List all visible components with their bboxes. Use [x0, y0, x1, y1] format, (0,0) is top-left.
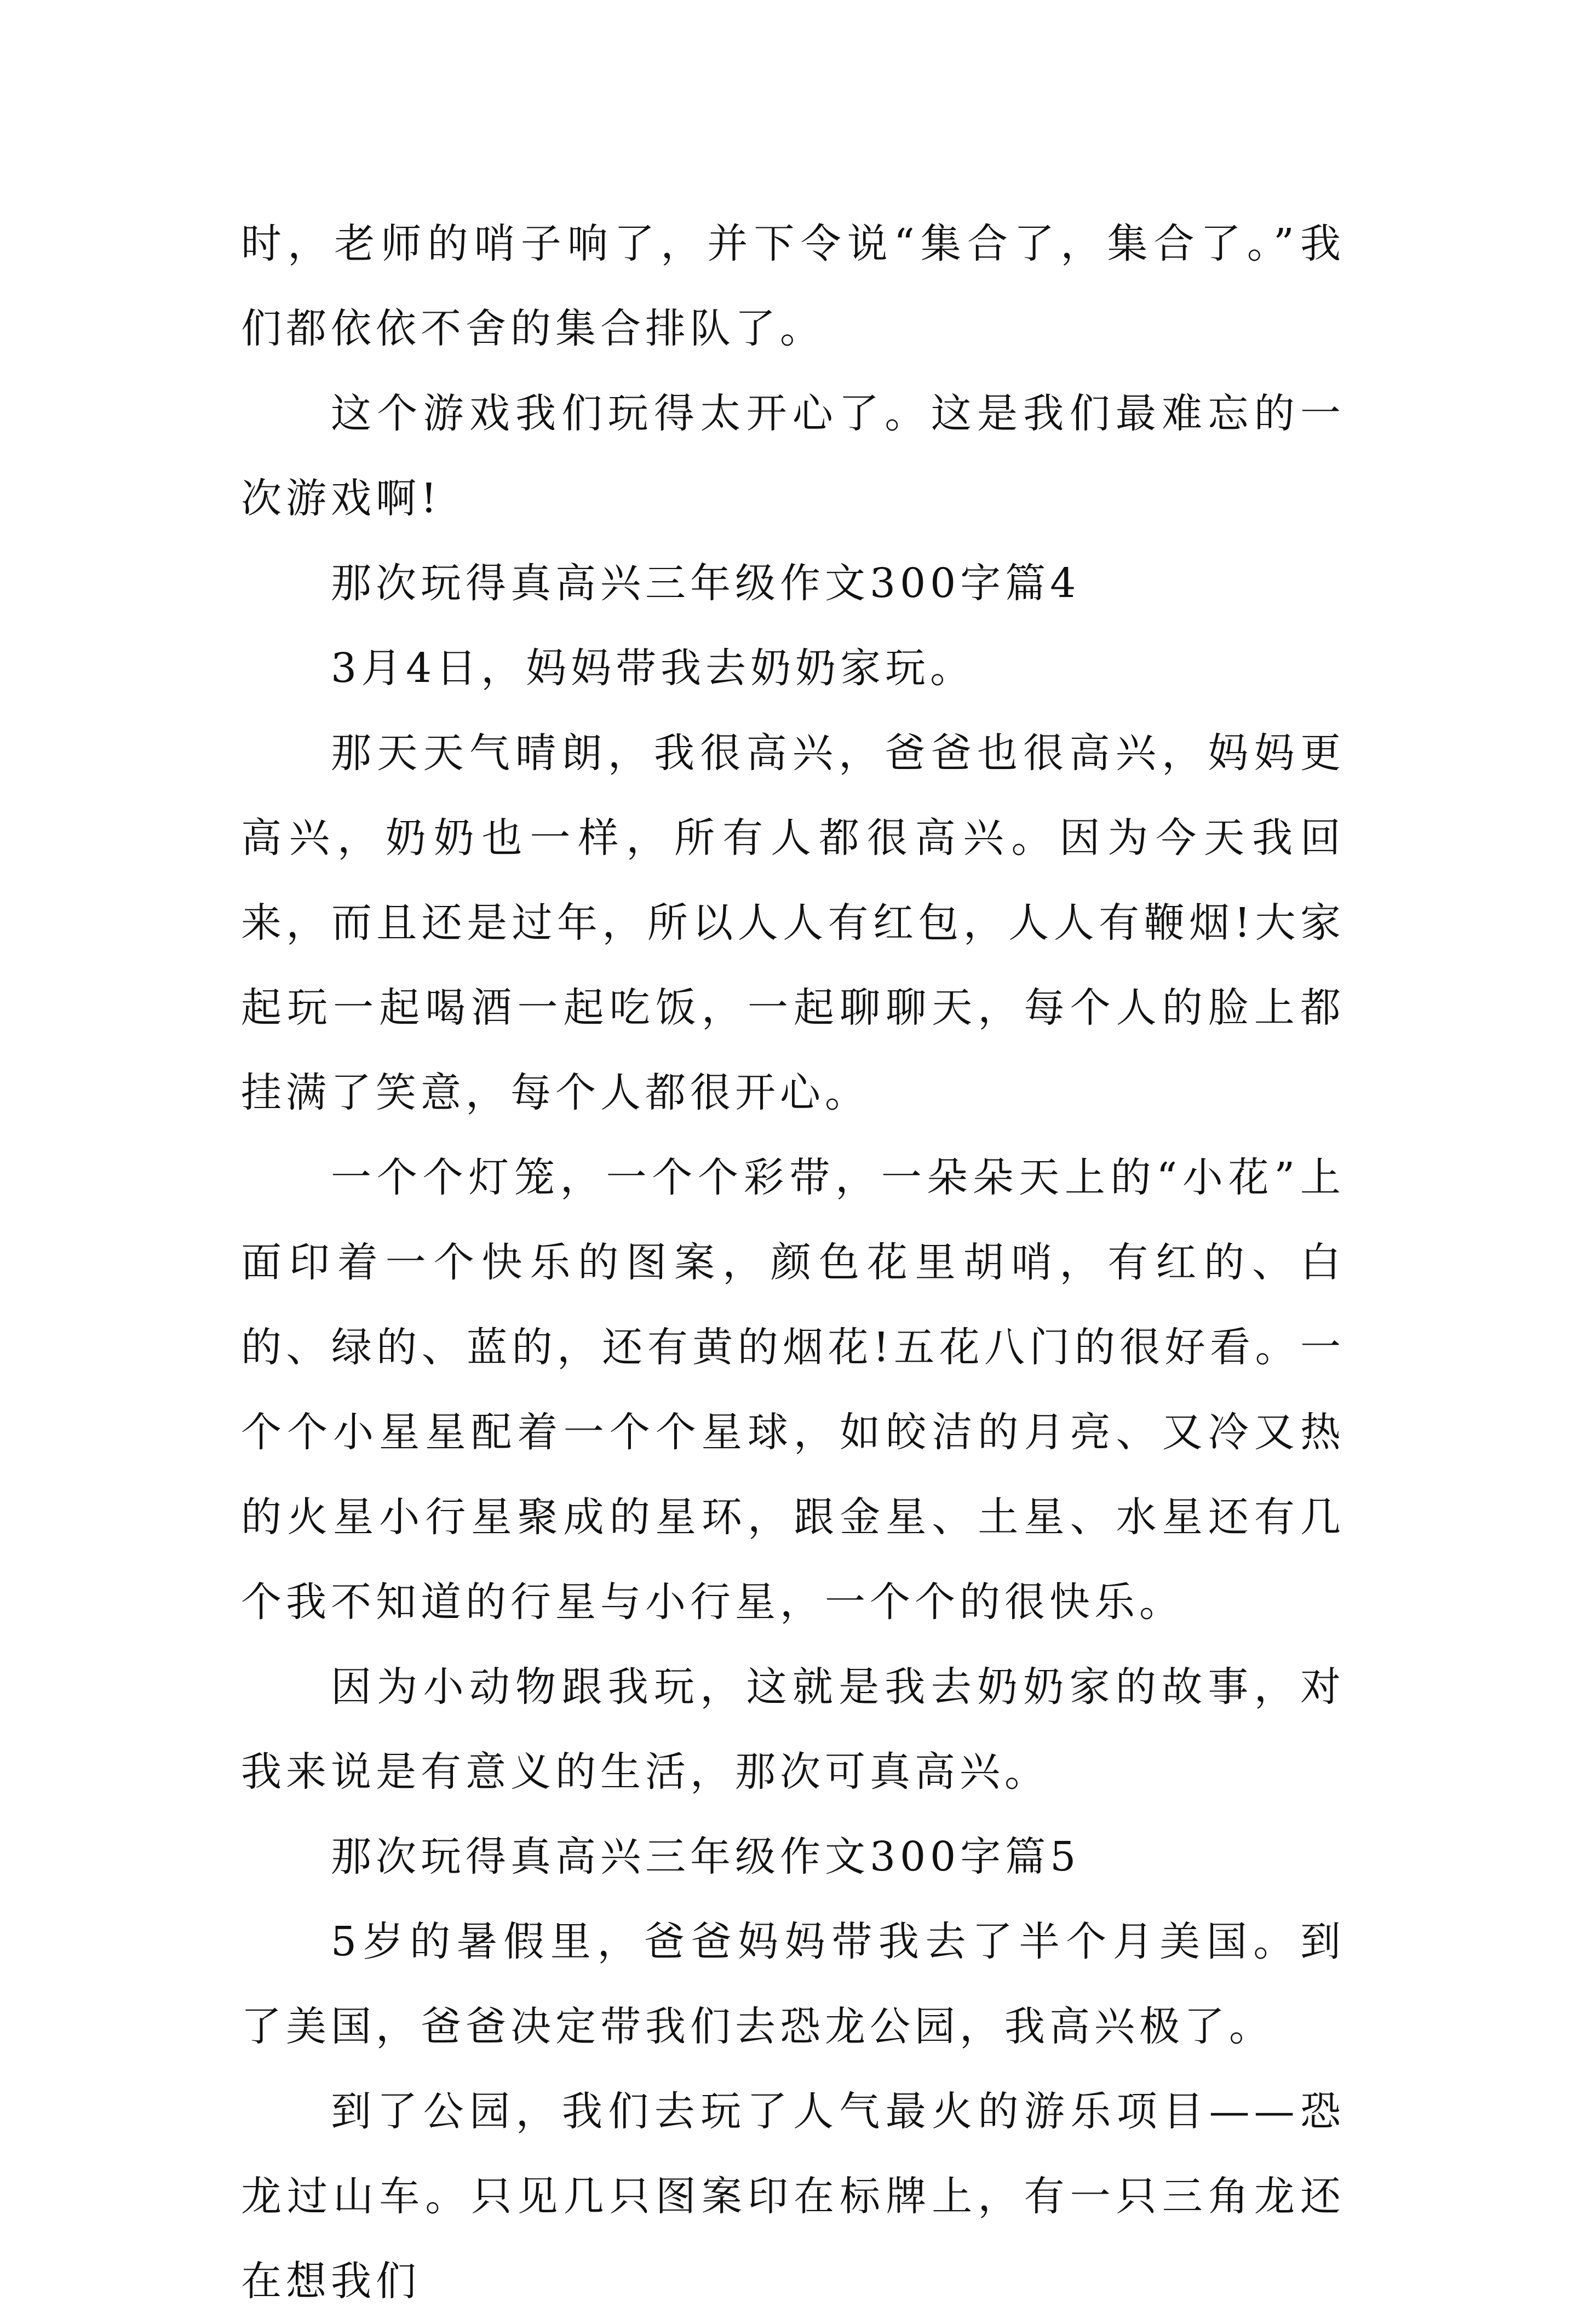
essay-heading: 那次玩得真高兴三年级作文300字篇5 — [331, 1833, 1081, 1880]
paragraph-continuation: 时，老师的哨子响了，并下令说“集合了，集合了。”我们都依依不舍的集合排队了。 — [241, 220, 1345, 352]
paragraph: 一个个灯笼，一个个彩带，一朵朵天上的“小花”上面印着一个快乐的图案，颜色花里胡哨，有红的、白的、绿的、蓝的，还有黄的烟花!五花八门的很好看。一个个小星星配着一个个星球，如皎洁的月亮、又冷又热的火星小行星聚成的星环，跟金星、土星、水星还有几个我不知道的行星与小行星，一个个的很快乐。 — [241, 1154, 1345, 1626]
paragraph: 到了公园，我们去玩了人气最火的游乐项目——恐龙过山车。只见几只图案印在标牌上，有一只三角龙还在想我们 — [241, 2088, 1345, 2305]
paragraph: 3月4日，妈妈带我去奶奶家玩。 — [331, 645, 975, 692]
essay-heading: 那次玩得真高兴三年级作文300字篇4 — [331, 560, 1081, 607]
paragraph: 因为小动物跟我玩，这就是我去奶奶家的故事，对我来说是有意义的生活，那次可真高兴。 — [241, 1663, 1345, 1795]
paragraph: 那天天气晴朗，我很高兴，爸爸也很高兴，妈妈更高兴，奶奶也一样，所有人都很高兴。因为今天我回来，而且还是过年，所以人人有红包，人人有鞭烟!大家起玩一起喝酒一起吃饭，一起聊聊天，每个人的脸上都挂满了笑意，每个人都很开心。 — [241, 730, 1345, 1116]
paragraph: 这个游戏我们玩得太开心了。这是我们最难忘的一次游戏啊! — [241, 390, 1345, 522]
paragraph: 5岁的暑假里，爸爸妈妈带我去了半个月美国。到了美国，爸爸决定带我们去恐龙公园，我高兴极了。 — [241, 1918, 1345, 2050]
document-body — [241, 202, 1345, 2324]
